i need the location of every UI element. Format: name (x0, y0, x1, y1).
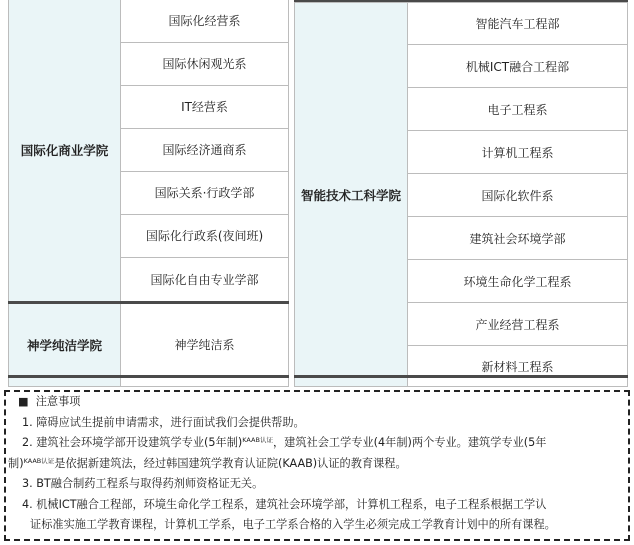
notes-title: 注意事项 (35, 395, 81, 408)
department-cell: 电子工程系 (408, 88, 628, 131)
left-college-table (8, 0, 289, 387)
note-item: 3. BT融合制药工程系与取得药剂师资格证无关。 (22, 477, 264, 490)
department-cell: 计算机工程系 (408, 131, 628, 174)
note-item: 1. 障碍应试生提前申请需求，进行面试我们会提供帮助。 (22, 415, 305, 429)
college-name-cell: 智能技术工科学院 (295, 3, 408, 387)
department-cell: 国际化软件系 (408, 174, 628, 217)
table-bottom-rule (294, 375, 628, 378)
kaab-superscript: KAAB认证 (242, 436, 273, 444)
note-text: 是依据新建筑法，经过韩国建筑学教育认证院(KAAB)认证的教育课程。 (54, 456, 407, 470)
table-row (9, 302, 289, 386)
department-cell: 建筑社会环境学部 (408, 217, 628, 260)
notes-box (4, 390, 630, 541)
department-cell: 新材料工程系 (408, 346, 628, 387)
note-item-continuation: 证标准实施工学教育课程，计算机工学系，电子工学系合格的入学生必须完成工学教育计划中的所有课程。 (30, 518, 556, 531)
note-text: ，建筑社会工学专业(4年制)两个专业。建筑学专业(5年 (272, 436, 547, 449)
department-cell: 国际休闲观光系 (121, 42, 289, 85)
department-cell: 智能汽车工程部 (408, 3, 628, 45)
department-cell: 环境生命化学工程系 (408, 260, 628, 303)
kaab-superscript: KAAB认证 (23, 456, 55, 465)
note-item: 4. 机械ICT融合工程部，环境生命化学工程系，建筑社会环境学部，计算机工程系，电子工程系根据工学认 (22, 497, 547, 511)
department-cell: IT经营系 (121, 85, 289, 128)
note-item-continuation (8, 454, 626, 475)
bullet-square-icon: ■ (18, 395, 29, 408)
department-cell: 国际化经营系 (121, 0, 289, 42)
table-row (295, 3, 628, 45)
right-college-table (294, 2, 628, 387)
department-cell: 国际化行政系(夜间班) (121, 214, 289, 257)
notes-heading (8, 392, 626, 413)
note-item (8, 433, 626, 454)
note-text: 2. 建筑社会环境学部开设建筑学专业(5年制) (22, 436, 243, 449)
department-cell: 神学纯洁系 (121, 302, 289, 386)
department-cell: 国际关系·行政学部 (121, 171, 289, 214)
department-cell: 国际经济通商系 (121, 128, 289, 171)
department-cell: 国际化自由专业学部 (121, 257, 289, 302)
table-row (9, 0, 289, 42)
college-name-cell: 国际化商业学院 (9, 0, 121, 302)
note-text: 制) (8, 456, 24, 470)
department-cell: 机械ICT融合工程部 (408, 45, 628, 88)
table-bottom-rule (8, 375, 289, 378)
college-name-cell: 神学纯洁学院 (9, 302, 121, 386)
department-cell: 产业经营工程系 (408, 303, 628, 346)
